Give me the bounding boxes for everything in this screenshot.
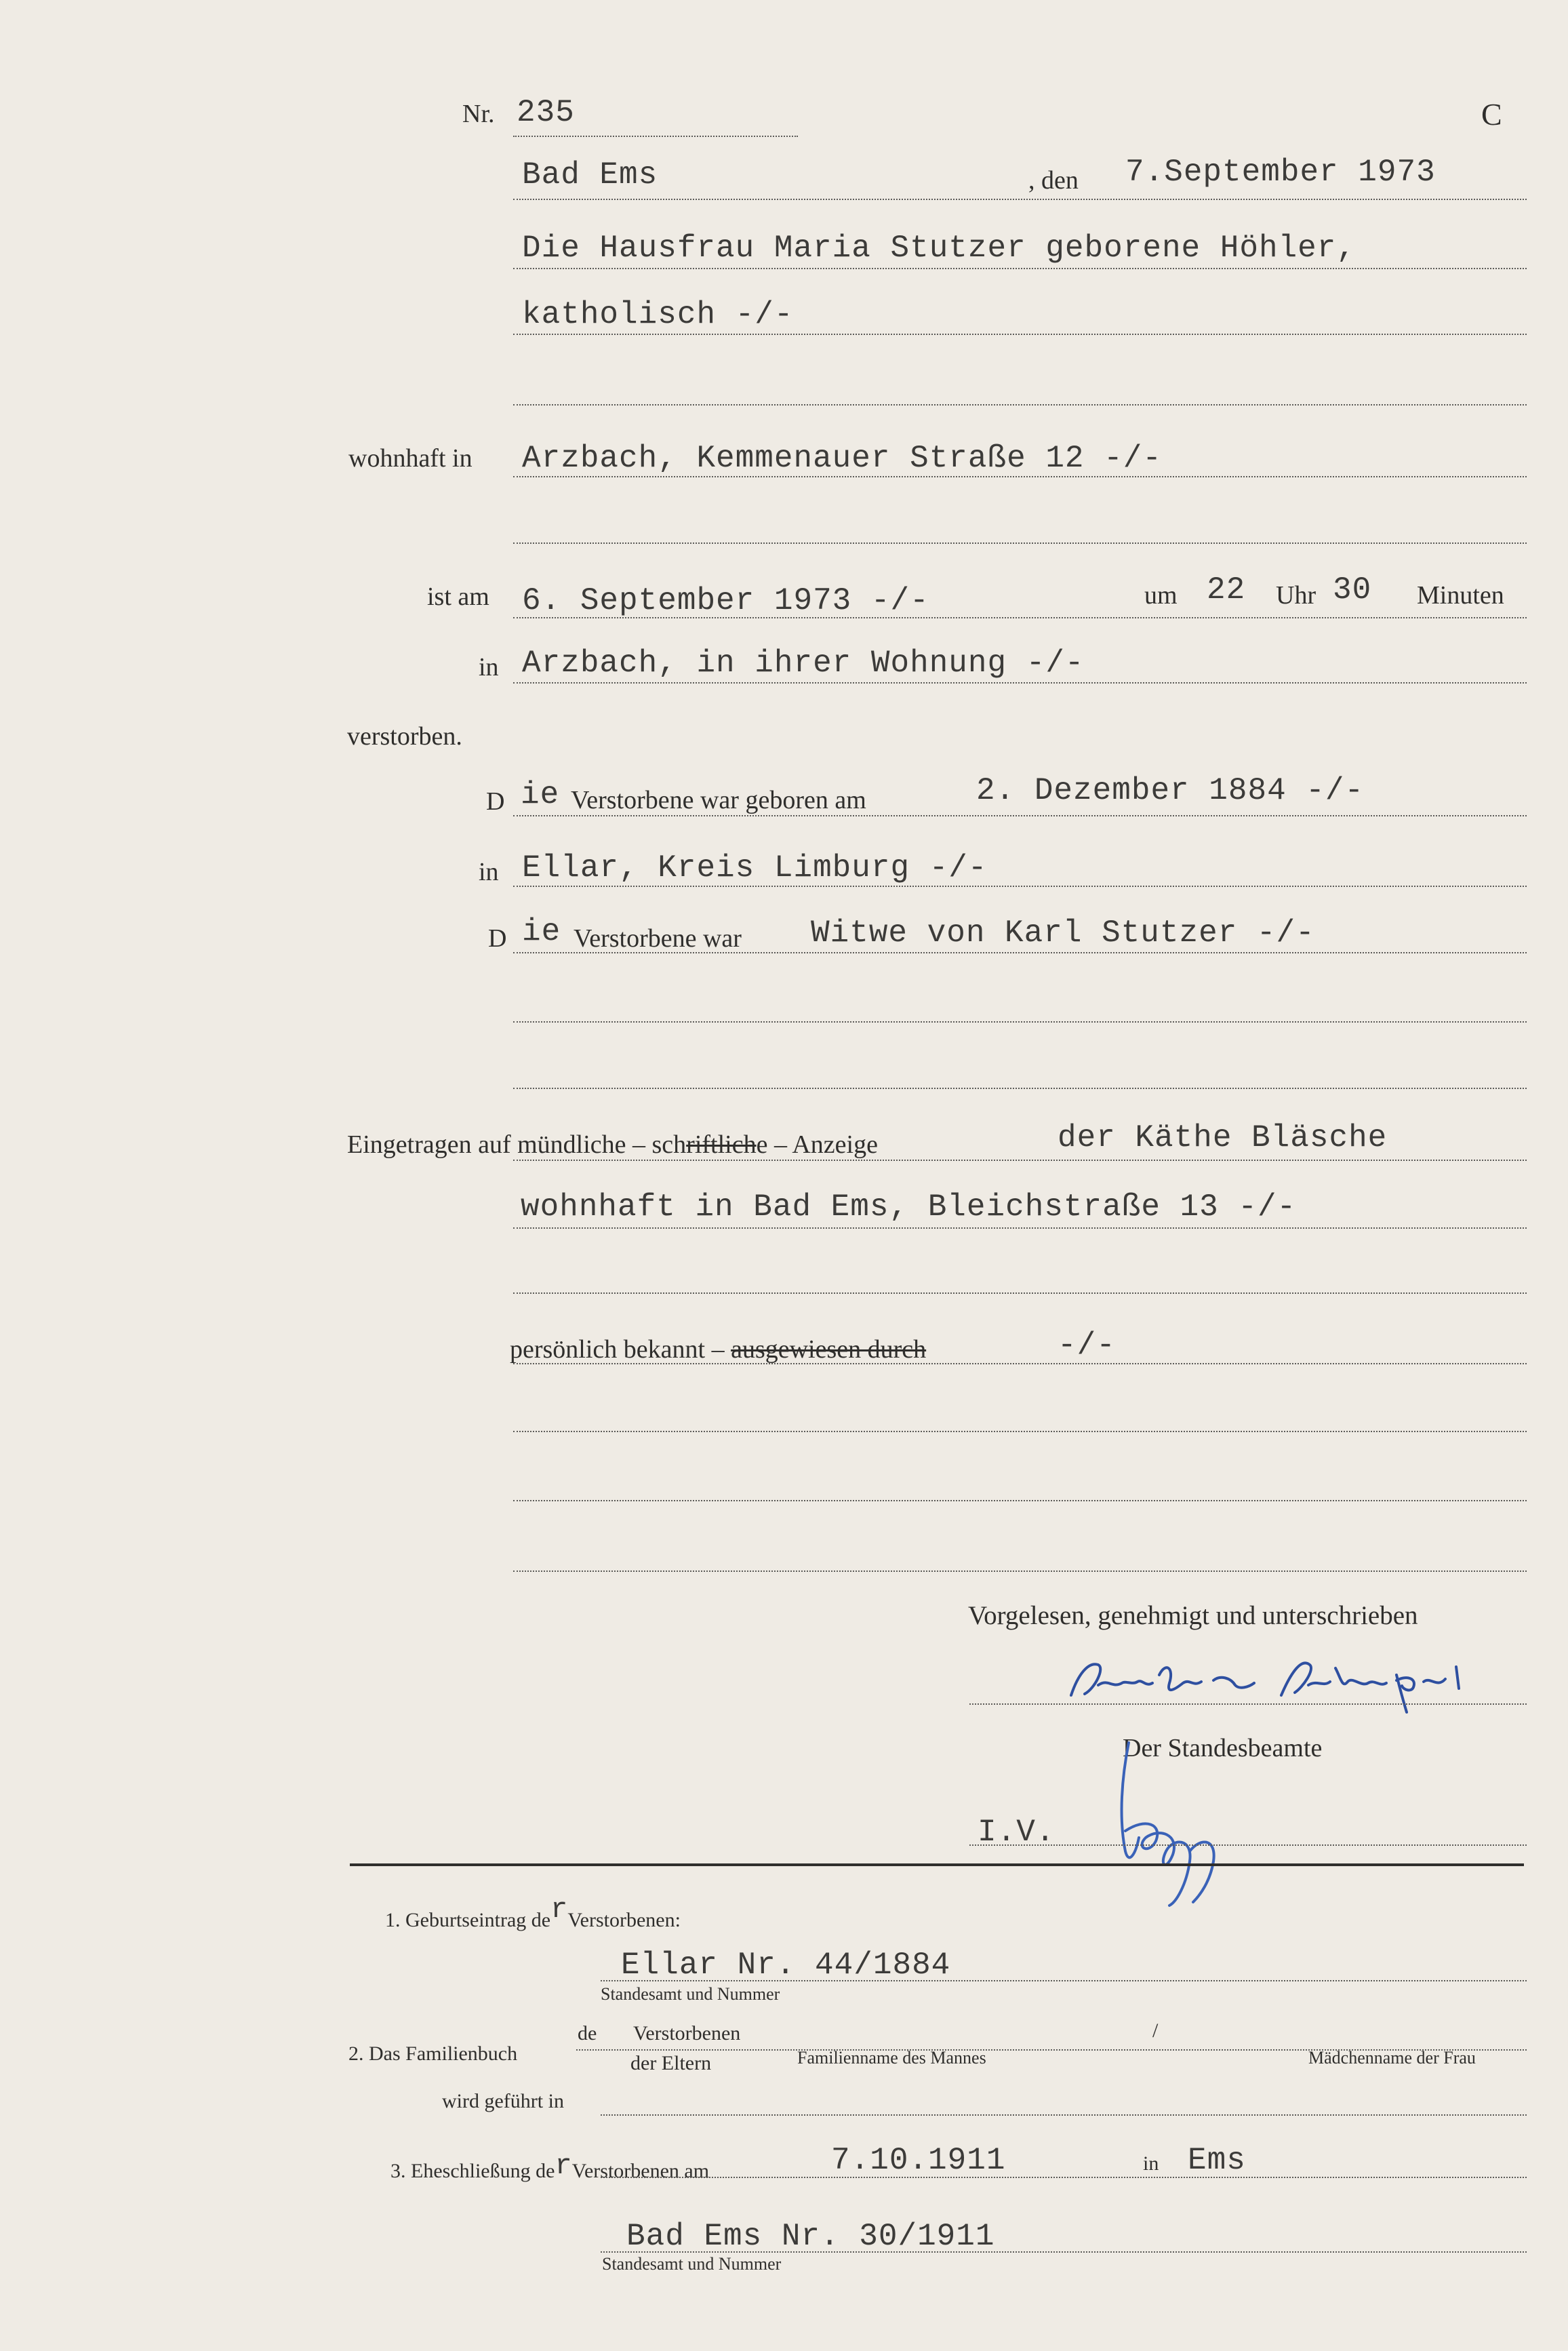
registrar-signature: [1098, 1736, 1247, 1912]
item3-typed: r: [555, 2150, 572, 2182]
nr-value: 235: [517, 95, 575, 130]
died-place: Arzbach, in ihrer Wohnung -/-: [522, 646, 1085, 681]
rule-24: [601, 2114, 1527, 2116]
status-label: Verstorbene war: [574, 924, 742, 953]
item1-label: [385, 1893, 681, 1935]
den-label: , den: [1028, 166, 1079, 195]
iv-label: I.V.: [978, 1815, 1056, 1850]
informant-address: wohnhaft in Bad Ems, Bleichstraße 13 -/-: [521, 1189, 1297, 1225]
item3-place: Ems: [1188, 2143, 1246, 2178]
report-label: [347, 1130, 878, 1160]
born-label: Verstorbene war geboren am: [571, 786, 866, 814]
item3-value: Bad Ems Nr. 30/1911: [626, 2219, 995, 2254]
item1-value: Ellar Nr. 44/1884: [621, 1948, 951, 1983]
rule-6: [513, 617, 1527, 618]
item2-caption-a: Familienname des Mannes: [797, 2048, 986, 2068]
in-label: in: [479, 653, 499, 681]
rule-19: [513, 1570, 1527, 1572]
report-label-struck: riftlich: [686, 1130, 757, 1159]
item1-label-b: Verstorbenen:: [567, 1909, 681, 1931]
item3-label: [390, 2150, 710, 2186]
report-label-b: e – Anzeige: [756, 1130, 878, 1159]
rule-21: [969, 1844, 1527, 1846]
born-prefix: D: [486, 787, 505, 816]
item2-opt2: der Eltern: [630, 2052, 712, 2074]
born-place: Ellar, Kreis Limburg -/-: [522, 850, 988, 886]
known-value: -/-: [1058, 1328, 1116, 1363]
status-typed: ie: [522, 914, 561, 949]
known-label-text: persönlich bekannt –: [510, 1335, 725, 1364]
item2-label-b: wird geführt in: [442, 2090, 564, 2112]
rule-4: [513, 476, 1527, 477]
item1-typed: r: [550, 1893, 568, 1926]
verstorben-label: verstorben.: [347, 722, 462, 751]
rule-25: [601, 2177, 1527, 2178]
read-label: Vorgelesen, genehmigt und unterschrieben: [968, 1601, 1418, 1630]
born-in-label: in: [479, 858, 499, 886]
rule-9: [513, 886, 1527, 887]
nr-label: Nr.: [462, 100, 495, 128]
rule-16: [513, 1363, 1527, 1364]
informant-signature: [1058, 1648, 1491, 1716]
item3-in: in: [1143, 2152, 1159, 2175]
born-date: 2. Dezember 1884 -/-: [976, 773, 1365, 808]
uhr-label: Uhr: [1276, 581, 1316, 610]
item3-date: 7.10.1911: [831, 2143, 1006, 2178]
place: Bad Ems: [522, 157, 658, 193]
item2-slash: /: [1152, 2019, 1159, 2042]
rule-8: [513, 815, 1527, 816]
rule-5: [513, 542, 1527, 544]
rule-13: [513, 1160, 1527, 1161]
known-struck: ausgewiesen durch: [731, 1335, 927, 1364]
record-date: 7.September 1973: [1125, 155, 1436, 190]
informant: der Käthe Bläsche: [1058, 1120, 1388, 1155]
minuten-label: Minuten: [1417, 581, 1504, 610]
died-date: 6. September 1973 -/-: [522, 583, 929, 618]
rule-2: [513, 334, 1527, 335]
um-label: um: [1144, 581, 1178, 610]
item3-label-a: 3. Eheschließung de: [390, 2160, 555, 2182]
place-line: [513, 199, 1527, 200]
died-minutes: 30: [1333, 572, 1372, 608]
nr-line: [513, 136, 798, 137]
item2-label: 2. Das Familienbuch: [348, 2042, 518, 2065]
residence-label: wohnhaft in: [348, 444, 473, 473]
rule-22: [601, 1980, 1527, 1981]
known-label: [510, 1335, 926, 1364]
residence-value: Arzbach, Kemmenauer Straße 12 -/-: [522, 441, 1162, 476]
item3-caption: Standesamt und Nummer: [602, 2254, 782, 2274]
standesbeamte-label: Der Standesbeamte: [1123, 1734, 1323, 1762]
rule-1: [513, 268, 1527, 269]
rule-17: [513, 1431, 1527, 1432]
died-label: ist am: [427, 582, 489, 611]
separator-line: [350, 1863, 1524, 1866]
rule-7: [513, 682, 1527, 684]
rule-12: [513, 1088, 1527, 1089]
item2-de: de: [578, 2022, 597, 2044]
report-label-a: Eingetragen auf mündliche – sch: [347, 1130, 687, 1159]
rule-18: [513, 1500, 1527, 1501]
item3-label-b: Verstorbenen am: [571, 2160, 710, 2182]
died-hour: 22: [1207, 572, 1246, 608]
born-typed: ie: [521, 777, 560, 812]
status-value: Witwe von Karl Stutzer -/-: [811, 915, 1315, 951]
rule-11: [513, 1021, 1527, 1023]
item1-caption: Standesamt und Nummer: [601, 1984, 780, 2004]
rule-20: [969, 1703, 1527, 1705]
item1-label-a: 1. Geburtseintrag de: [385, 1909, 551, 1931]
item2-opt1: Verstorbenen: [633, 2022, 741, 2044]
rule-3: [513, 404, 1527, 406]
rule-10: [513, 952, 1527, 953]
item2-caption-b: Mädchenname der Frau: [1308, 2048, 1476, 2068]
rule-15: [513, 1292, 1527, 1294]
status-prefix: D: [488, 924, 507, 953]
rule-26: [601, 2251, 1527, 2253]
deceased-line-2: katholisch -/-: [522, 297, 794, 332]
corner-letter: C: [1481, 97, 1502, 132]
rule-14: [513, 1227, 1527, 1229]
deceased-line-1: Die Hausfrau Maria Stutzer geborene Höhler,: [522, 231, 1356, 266]
